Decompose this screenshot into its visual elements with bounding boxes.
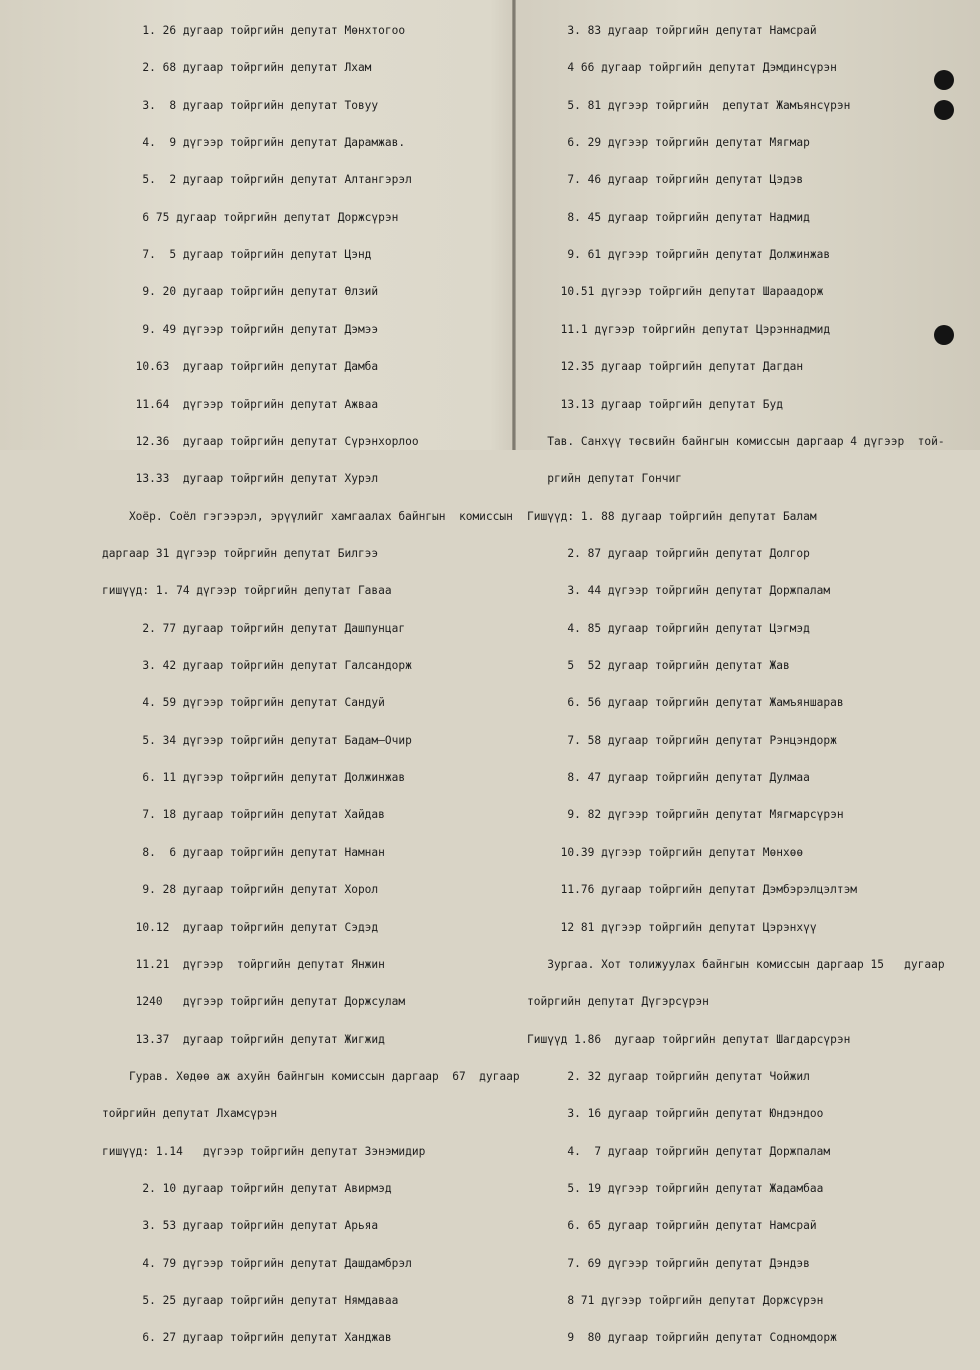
text-line: 9. 20 дугаар тойргийн депутат Өлзий [102, 285, 379, 299]
text-line: 11.64 дүгээр тойргийн депутат Ажваа [102, 397, 379, 411]
text-line: 4. 7 дугаар тойргийн депутат Доржпалам [527, 1144, 831, 1158]
text-line: 2. 68 дугаар тойргийн депутат Лхам [102, 61, 372, 75]
text-line: 5. 81 дүгээр тойргийн депутат Жамъянсүрэн [527, 98, 851, 112]
text-line: тойргийн депутат Дүгэрсүрэн [527, 995, 709, 1009]
text-line: 4. 85 дугаар тойргийн депутат Цэгмэд [527, 621, 810, 635]
text-line: 12.35 дугаар тойргийн депутат Дагдан [527, 360, 804, 374]
text-line: 2. 77 дугаар тойргийн депутат Дашпунцаг [102, 621, 406, 635]
section-heading: Зургаа. Хот толижуулах байнгын комиссын даргаар 15 дугаар [527, 957, 945, 971]
text-line: 7. 5 дугаар тойргийн депутат Цэнд [102, 248, 372, 262]
text-line: 9. 82 дүгээр тойргийн депутат Мягмарсүрэн [527, 808, 844, 822]
text-line: 4. 59 дүгээр тойргийн депутат Сандуй [102, 696, 385, 710]
text-line: 13.13 дугаар тойргийн депутат Буд [527, 397, 783, 411]
text-line: 11.1 дүгээр тойргийн депутат Цэрэннадмид [527, 322, 831, 336]
text-line: 3. 42 дугаар тойргийн депутат Галсандорж [102, 659, 412, 673]
text-line: 10.63 дугаар тойргийн депутат Дамба [102, 360, 379, 374]
text-line: 2. 87 дугаар тойргийн депутат Долгор [527, 546, 810, 560]
text-line: 2. 10 дугаар тойргийн депутат Авирмэд [102, 1182, 392, 1196]
text-line: 3. 53 дугаар тойргийн депутат Арьяа [102, 1219, 379, 1233]
text-line: 13.37 дугаар тойргийн депутат Жигжид [102, 1032, 385, 1046]
text-line: 5. 19 дүгээр тойргийн депутат Жадамбаа [527, 1182, 824, 1196]
text-line: 8 71 дүгээр тойргийн депутат Доржсүрэн [527, 1294, 824, 1308]
text-line: Гишүүд: 1. 88 дугаар тойргийн депутат Балам [527, 509, 817, 523]
text-line: гишүүд: 1. 74 дүгээр тойргийн депутат Гаваа [102, 584, 392, 598]
section-heading: Гурав. Хөдөө аж ахуйн байнгын комиссын даргаар 67 дугаар [102, 1069, 520, 1083]
text-line: 10.51 дүгээр тойргийн депутат Шараадорж [527, 285, 824, 299]
text-line: 5. 25 дугаар тойргийн депутат Нямдаваа [102, 1294, 399, 1308]
text-line: 6. 29 дүгээр тойргийн депутат Мягмар [527, 135, 810, 149]
text-line: 12 81 дүгээр тойргийн депутат Цэрэнхүү [527, 920, 817, 934]
text-line: 10.39 дүгээр тойргийн депутат Мөнхөө [527, 845, 804, 859]
text-line: 9. 28 дугаар тойргийн депутат Хорол [102, 883, 379, 897]
punch-hole [934, 325, 954, 345]
text-line: 13.33 дугаар тойргийн депутат Хурэл [102, 472, 379, 486]
text-line: гишүүд: 1.14 дүгээр тойргийн депутат Зэнэмидир [102, 1144, 426, 1158]
text-line: 5 52 дугаар тойргийн депутат Жав [527, 659, 790, 673]
text-line: 3. 8 дугаар тойргийн депутат Товуу [102, 98, 379, 112]
text-line: 10.12 дугаар тойргийн депутат Сэдэд [102, 920, 379, 934]
text-line: 6. 65 дугаар тойргийн депутат Намсрай [527, 1219, 817, 1233]
text-line: Гишүүд 1.86 дугаар тойргийн депутат Шагдарсүрэн [527, 1032, 851, 1046]
punch-hole [934, 70, 954, 90]
text-line: 6. 27 дугаар тойргийн депутат Ханджав [102, 1331, 392, 1345]
section-heading: Хоёр. Соёл гэгээрэл, эрүүлийг хамгаалах байнгын комиссын [102, 509, 513, 523]
text-line: 1. 26 дугаар тойргийн депутат Мөнхтогоо [102, 23, 406, 37]
text-line: 7. 58 дугаар тойргийн депутат Рэнцэндорж [527, 733, 837, 747]
text-line: 6 75 дугаар тойргийн депутат Доржсүрэн [102, 210, 399, 224]
text-line: ргийн депутат Гончиг [527, 472, 682, 486]
text-line: 9. 49 дүгээр тойргийн депутат Дэмээ [102, 322, 379, 336]
text-line: 6. 56 дугаар тойргийн депутат Жамъяншарав [527, 696, 844, 710]
text-line: 1240 дүгээр тойргийн депутат Доржсулам [102, 995, 406, 1009]
text-line: 8. 45 дугаар тойргийн депутат Надмид [527, 210, 810, 224]
section-heading: Тав. Санхүү төсвийн байнгын комиссын даргаар 4 дүгээр той- [527, 434, 945, 448]
text-line: 9. 61 дүгээр тойргийн депутат Должинжав [527, 248, 831, 262]
text-line: 5. 2 дугаар тойргийн депутат Алтангэрэл [102, 173, 412, 187]
text-line: 4. 79 дүгээр тойргийн депутат Дашдамбрэл [102, 1256, 412, 1270]
text-line: 8. 47 дугаар тойргийн депутат Дулмаа [527, 771, 810, 785]
right-column [527, 0, 945, 1370]
left-column [102, 0, 520, 1370]
text-line: 7. 69 дүгээр тойргийн депутат Дэндэв [527, 1256, 810, 1270]
text-line: 9 80 дугаар тойргийн депутат Содномдорж [527, 1331, 837, 1345]
text-line: 8. 6 дугаар тойргийн депутат Намнан [102, 845, 385, 859]
text-line: 11.21 дүгээр тойргийн депутат Янжин [102, 957, 385, 971]
text-line: 11.76 дугаар тойргийн депутат Дэмбэрэлцэлтэм [527, 883, 858, 897]
text-line: 3. 44 дүгээр тойргийн депутат Доржпалам [527, 584, 831, 598]
text-line: даргаар 31 дүгээр тойргийн депутат Билгээ [102, 546, 379, 560]
text-line: 7. 46 дугаар тойргийн депутат Цэдэв [527, 173, 804, 187]
punch-hole [934, 100, 954, 120]
text-line: 2. 32 дугаар тойргийн депутат Чойжил [527, 1069, 810, 1083]
text-line: тойргийн депутат Лхамсүрэн [102, 1107, 278, 1121]
text-line: 3. 16 дугаар тойргийн депутат Юндэндоо [527, 1107, 824, 1121]
text-line: 5. 34 дүгээр тойргийн депутат Бадам—Очир [102, 733, 412, 747]
text-line: 6. 11 дүгээр тойргийн депутат Должинжав [102, 771, 406, 785]
text-line: 7. 18 дугаар тойргийн депутат Хайдав [102, 808, 385, 822]
text-line: 4. 9 дүгээр тойргийн депутат Дарамжав. [102, 135, 406, 149]
text-line: 3. 83 дугаар тойргийн депутат Намсрай [527, 23, 817, 37]
text-line: 4 66 дугаар тойргийн депутат Дэмдинсүрэн [527, 61, 837, 75]
text-line: 12.36 дугаар тойргийн депутат Сүрэнхорлоо [102, 434, 419, 448]
